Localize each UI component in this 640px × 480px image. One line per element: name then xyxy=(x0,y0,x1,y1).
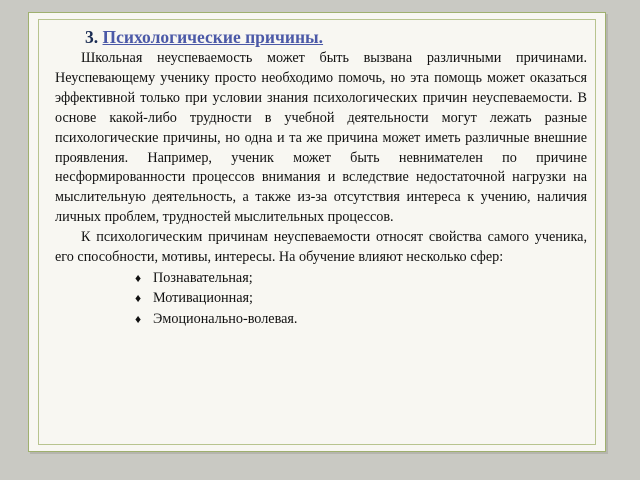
heading-number: 3. xyxy=(85,27,99,47)
bullet-item xyxy=(135,288,587,309)
bullet-item xyxy=(135,309,587,330)
diamond-bullet-icon: ♦ xyxy=(135,291,142,306)
heading-title: Психологические причины. xyxy=(102,27,324,47)
bullet-text: Эмоционально-волевая. xyxy=(153,310,298,327)
paragraph-spheres: К психологическим причинам неуспеваемости относят свойства самого ученика, его способности, мотивы, интересы. На обучение влияют несколько сфер: xyxy=(55,229,587,266)
bullet-text: Познавательная; xyxy=(153,269,253,286)
slide-content xyxy=(55,27,587,329)
bullet-item xyxy=(135,268,587,289)
bullet-list xyxy=(55,268,587,330)
bullet-text: Мотивационная; xyxy=(153,290,253,307)
slide-frame xyxy=(28,12,606,452)
diamond-bullet-icon: ♦ xyxy=(135,311,142,326)
diamond-bullet-icon: ♦ xyxy=(135,270,142,285)
slide-heading xyxy=(85,27,587,48)
paragraph-intro: Школьная неуспеваемость может быть вызвана различными причинами. Неуспевающему ученику просто необходимо помочь, но эта помощь может оказаться эффективной только при условии знания психологических причин неуспеваемости. В основе какой-либо трудности в учебной деятельности могут лежать разные психологические причины, но одна и та же причина может иметь различные внешние проявления. Например, ученик может быть невнимателен по причине несформированности процессов внимания и вследствие недостаточной нагрузки на мыслительную деятельность, а также из-за отсутствия интереса к учению, наличия личных проблем, трудностей мыслительных процессов. xyxy=(55,50,587,226)
